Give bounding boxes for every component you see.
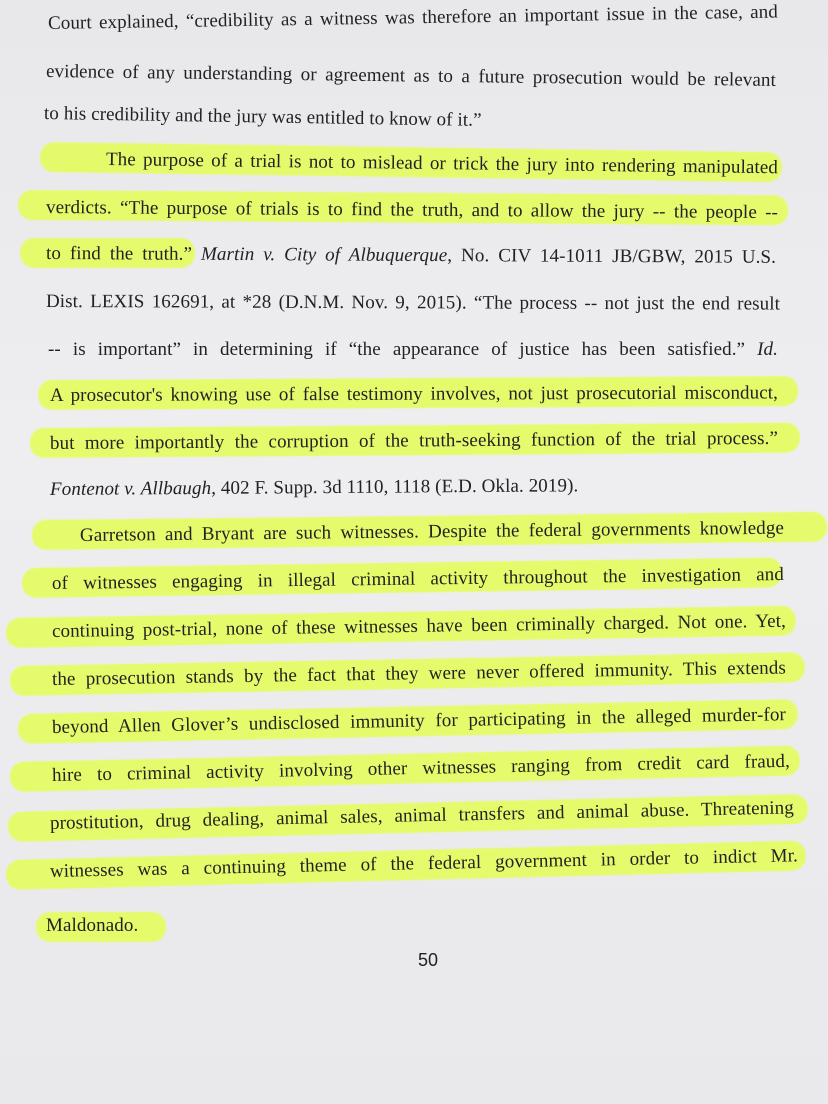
body-line: evidence of any understanding or agreement as to a future prosecution would be relevant — [45, 61, 777, 91]
body-line: Fontenot v. Allbaugh, 402 F. Supp. 3d 1110, 1118 (E.D. Okla. 2019). — [49, 475, 579, 500]
body-line: Garretson and Bryant are such witnesses. Despite the federal governments knowledge — [79, 517, 785, 546]
page-number: 50 — [418, 950, 439, 970]
body-line: prostitution, drug dealing, animal sales, animal transfers and animal abuse. Threatening — [49, 797, 795, 834]
body-line: The purpose of a trial is not to mislead or trick the jury into rendering manipulated — [105, 149, 779, 179]
body-line: witnesses was a continuing theme of the federal government in order to indict Mr. — [49, 845, 799, 882]
body-line: the prosecution stands by the fact that they were never offered immunity. This extends — [51, 657, 787, 690]
body-line: of witnesses engaging in illegal criminal activity throughout the investigation and — [51, 564, 785, 594]
body-line: Dist. LEXIS 162691, at *28 (D.N.M. Nov. 9, 2015). “The process -- not just the end result — [45, 291, 781, 315]
body-line: hire to criminal activity involving other witnesses ranging from credit card fraud, — [51, 750, 791, 786]
body-line: beyond Allen Glover’s undisclosed immunity for participating in the alleged murder-for — [51, 704, 787, 738]
body-line: A prosecutor's knowing use of false testimony involves, not just prosecutorial misconduct, — [49, 382, 779, 406]
body-line: to his credibility and the jury was entitled to know of it.” — [43, 103, 482, 131]
body-line: to find the truth.” Martin v. City of Albuquerque, No. CIV 14-1011 JB/GBW, 2015 U.S. — [45, 243, 777, 268]
body-line: Court explained, “credibility as a witness was therefore an important issue in the case, and — [47, 1, 779, 34]
body-line: -- is important” in determining if “the appearance of justice has been satisfied.” Id. — [48, 339, 778, 360]
body-line: continuing post-trial, none of these witnesses have been criminally charged. Not one. Yet, — [51, 610, 787, 642]
body-line: Maldonado. — [46, 915, 139, 936]
body-line: but more importantly the corruption of the truth-seeking function of the trial process.” — [49, 427, 779, 454]
body-line: verdicts. “The purpose of trials is to find the truth, and to allow the jury -- the people -- — [45, 197, 779, 224]
